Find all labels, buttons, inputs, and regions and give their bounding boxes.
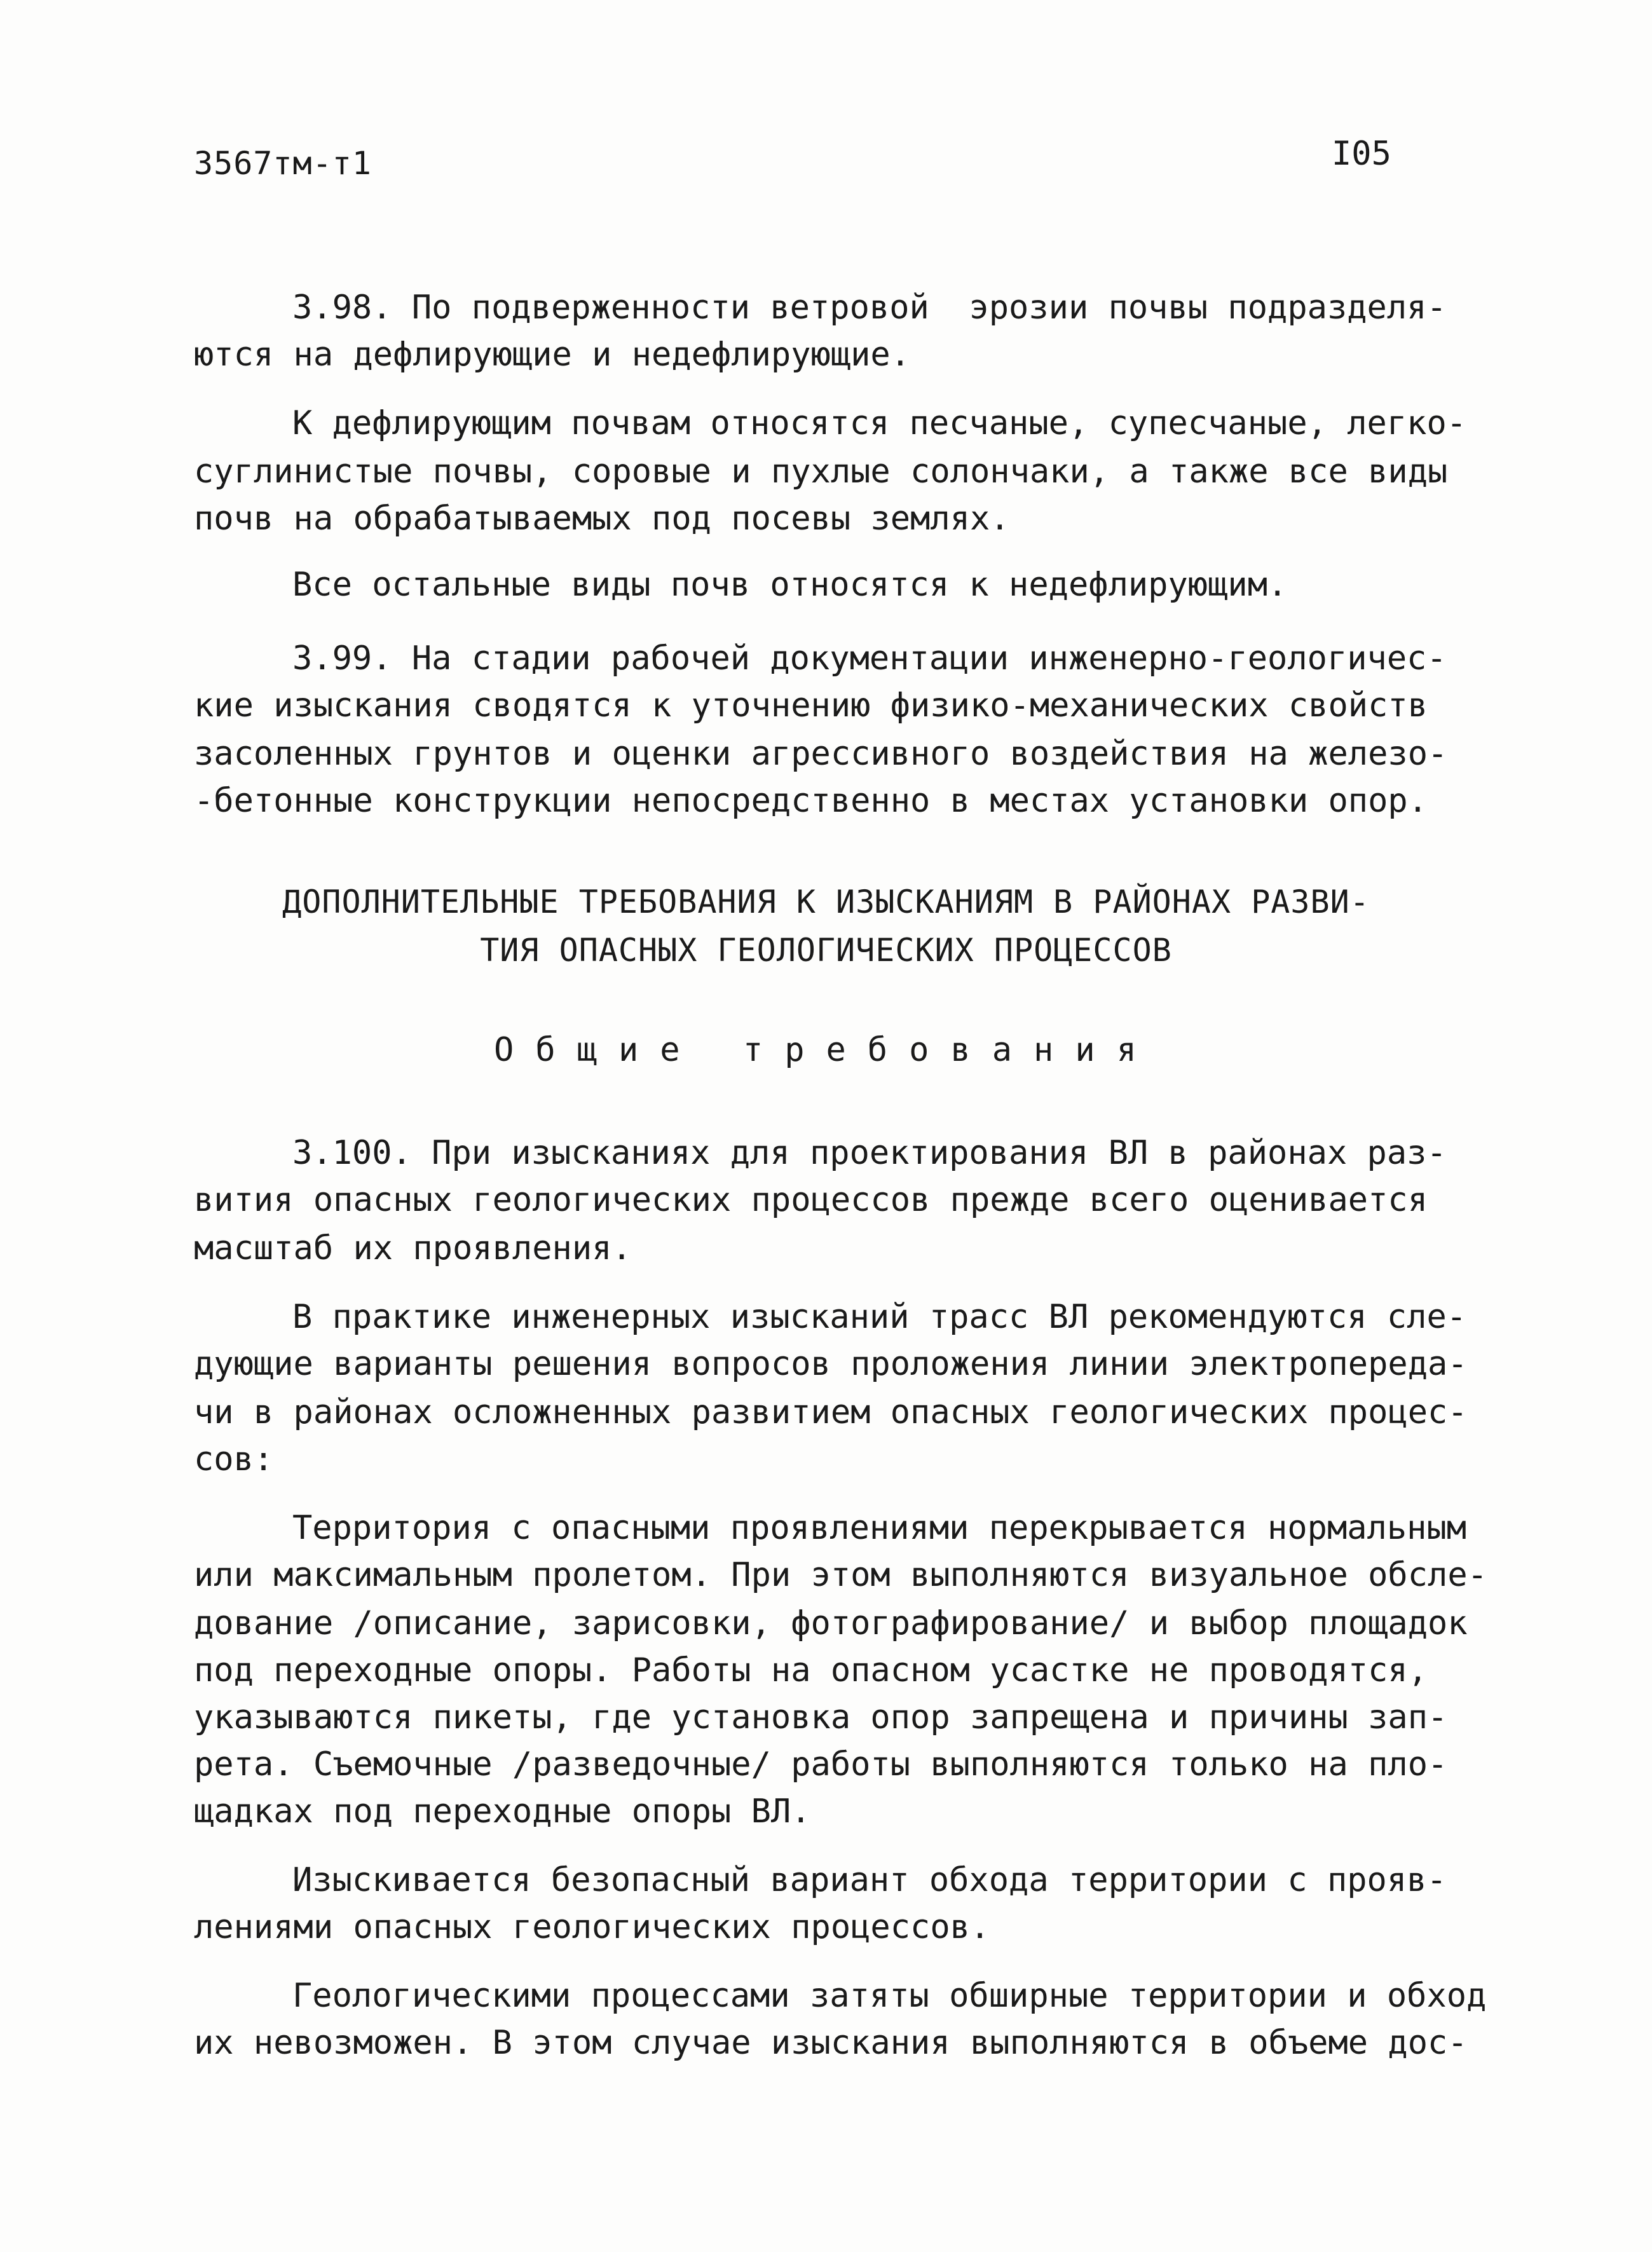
text-line: лениями опасных геологических процессов. xyxy=(194,1908,990,1946)
text-line: их невозможен. В этом случае изыскания выполняются в объеме дос- xyxy=(194,2024,1468,2062)
text-line: указываются пикеты, где установка опор запрещена и причины зап- xyxy=(194,1698,1448,1737)
section-heading: ТИЯ ОПАСНЫХ ГЕОЛОГИЧЕСКИХ ПРОЦЕССОВ xyxy=(480,932,1172,969)
text-line: или максимальным пролетом. При этом выполняются визуальное обсле- xyxy=(194,1556,1487,1594)
text-line: почв на обрабатываемых под посевы землях. xyxy=(194,500,1010,538)
text-line: 3.100. При изысканиях для проектирования ВЛ в районах раз- xyxy=(292,1134,1447,1172)
text-line: чи в районах осложненных развитием опасных геологических процес- xyxy=(194,1393,1468,1431)
text-line: кие изыскания сводятся к уточнению физико-механических свойств xyxy=(194,686,1428,725)
text-line: 3.99. На стадии рабочей документации инженерно-геологичес- xyxy=(292,639,1447,678)
text-line: дование /описание, зарисовки, фотографирование/ и выбор площадок xyxy=(194,1604,1468,1642)
page-number: I05 xyxy=(1332,135,1391,173)
text-line: 3.98. По подверженности ветровой эрозии почвы подразделя- xyxy=(292,289,1447,327)
text-line: вития опасных геологических процессов прежде всего оценивается xyxy=(194,1181,1428,1219)
text-line: Территория с опасными проявлениями перекрывается нормальным xyxy=(292,1509,1467,1547)
text-line: сов: xyxy=(194,1440,274,1478)
text-line: Геологическими процессами затяты обширные территории и обход xyxy=(292,1977,1487,2015)
text-line: ются на дефлирующие и недефлирующие. xyxy=(194,336,911,374)
section-heading: ДОПОЛНИТЕЛЬНЫЕ ТРЕБОВАНИЯ К ИЗЫСКАНИЯМ В РАЙОНАХ РАЗВИ- xyxy=(282,884,1370,920)
document-code: 3567тм-т1 xyxy=(194,145,372,182)
text-line: Изыскивается безопасный вариант обхода территории с прояв- xyxy=(292,1861,1447,1899)
text-line: щадках под переходные опоры ВЛ. xyxy=(194,1792,811,1831)
text-line: рета. Съемочные /разведочные/ работы выполняются только на пло- xyxy=(194,1745,1448,1784)
text-line: дующие варианты решения вопросов проложения линии электропереда- xyxy=(194,1345,1468,1383)
subsection-heading: Общие требования xyxy=(494,1031,1158,1069)
text-line: засоленных грунтов и оценки агрессивного воздействия на железо- xyxy=(194,735,1448,773)
text-line: В практике инженерных изысканий трасс ВЛ рекомендуются сле- xyxy=(292,1298,1467,1336)
text-line: Все остальные виды почв относятся к недефлирующим. xyxy=(292,566,1288,604)
text-line: К дефлирующим почвам относятся песчаные, супесчаные, легко- xyxy=(292,404,1467,442)
text-line: под переходные опоры. Работы на опасном усастке не проводятся, xyxy=(194,1651,1428,1689)
text-line: масштаб их проявления. xyxy=(194,1229,632,1267)
text-line: -бетонные конструкции непосредственно в местах установки опор. xyxy=(194,782,1428,820)
text-line: суглинистые почвы, соровые и пухлые солончаки, а также все виды xyxy=(194,453,1448,491)
